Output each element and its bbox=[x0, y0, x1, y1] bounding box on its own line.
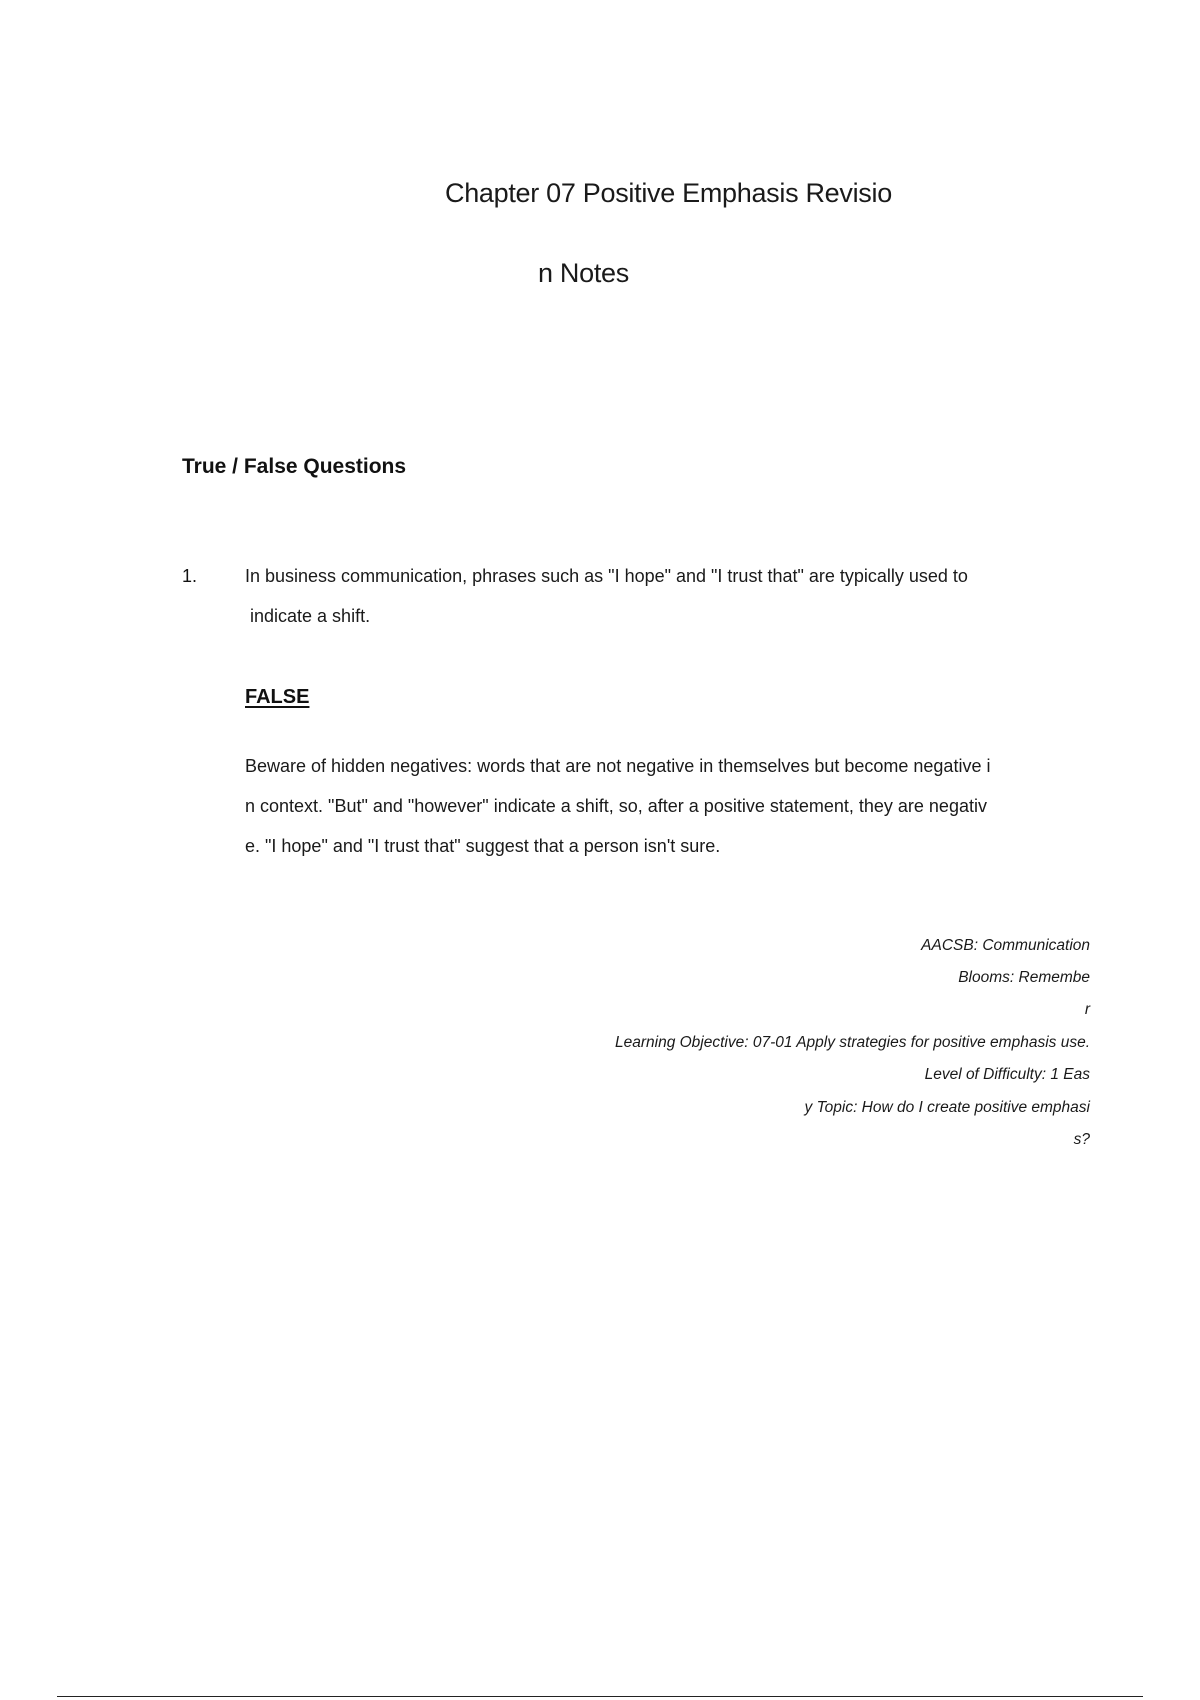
question-text-line: In business communication, phrases such as "I hope" and "I trust that" are typically used to bbox=[245, 566, 968, 586]
metadata-line: Learning Objective: 07-01 Apply strategies for positive emphasis use. bbox=[614, 1034, 1090, 1051]
metadata-line: y Topic: How do I create positive emphasi bbox=[804, 1099, 1090, 1116]
metadata-line: s? bbox=[1073, 1131, 1090, 1148]
answer-label: FALSE bbox=[245, 686, 310, 708]
explanation-line: e. "I hope" and "I trust that" suggest that a person isn't sure. bbox=[245, 836, 721, 856]
metadata-line: r bbox=[1084, 1001, 1090, 1018]
metadata-line: Level of Difficulty: 1 Eas bbox=[924, 1066, 1090, 1083]
metadata-line: Blooms: Remembe bbox=[958, 969, 1090, 986]
explanation-line: n context. "But" and "however" indicate a shift, so, after a positive statement, they are negativ bbox=[245, 796, 987, 816]
question-text-line: indicate a shift. bbox=[250, 606, 371, 626]
question-number: 1. bbox=[182, 566, 198, 586]
chapter-title-line-2: n Notes bbox=[538, 258, 629, 288]
explanation-line: Beware of hidden negatives: words that are not negative in themselves but become negative i bbox=[245, 756, 991, 776]
chapter-title-line-1: Chapter 07 Positive Emphasis Revisio bbox=[445, 178, 892, 208]
section-heading: True / False Questions bbox=[182, 455, 407, 478]
page-bottom-rule bbox=[57, 1696, 1143, 1697]
metadata-line: AACSB: Communication bbox=[921, 937, 1090, 954]
